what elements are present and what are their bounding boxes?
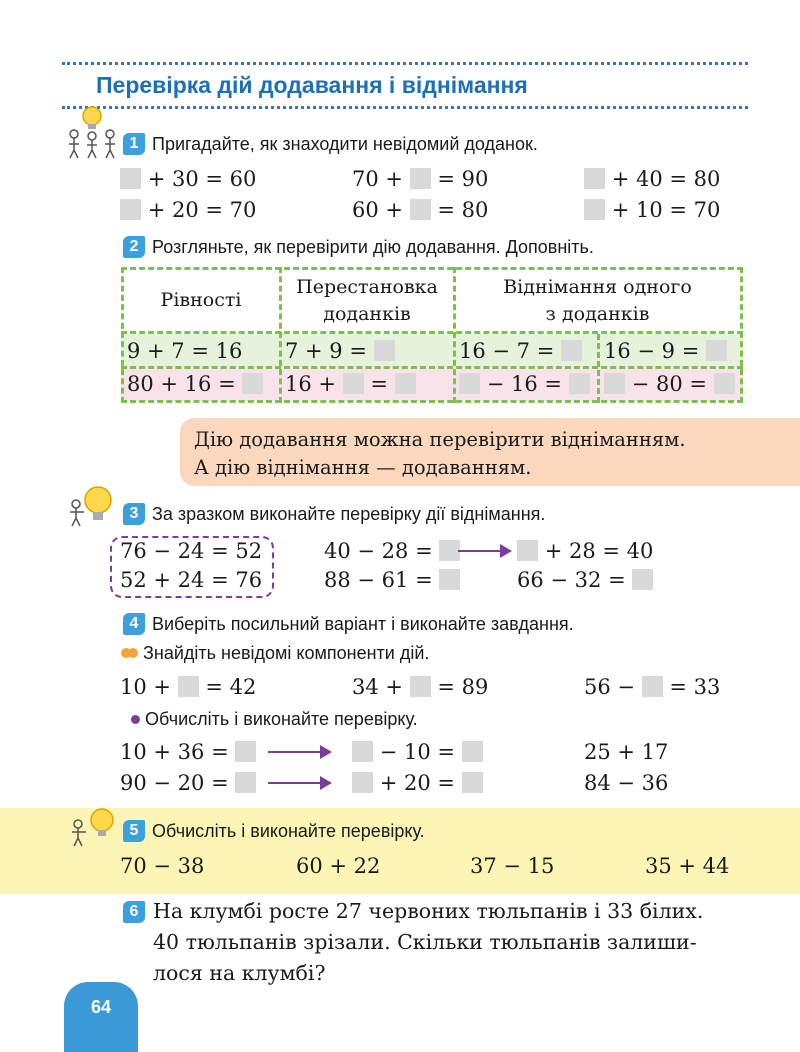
dotted-divider-bottom xyxy=(62,106,748,109)
table-border xyxy=(740,267,743,403)
arrow-icon xyxy=(268,751,330,753)
task-6-line-1: На клумбі росте 27 червоних тюльпанів і 33 білих. xyxy=(153,899,704,923)
t4-eq-2: 34 + = 89 xyxy=(352,675,489,699)
t3-eq-3: 66 − 32 = xyxy=(517,567,653,593)
task-6-line-2: 40 тюльпанів зрізали. Скільки тюльпанів залиши- xyxy=(153,930,697,954)
answer-box[interactable] xyxy=(352,772,373,793)
table-cell: 16 − 7 = xyxy=(459,338,582,364)
t4-eq-6: 25 + 17 xyxy=(584,740,669,764)
arrow-icon xyxy=(268,782,330,784)
t1-eq-4: 60 + = 80 xyxy=(352,198,489,222)
answer-box[interactable] xyxy=(343,373,364,394)
task-4-sub-2: Обчисліть і виконайте перевірку. xyxy=(131,709,418,730)
task-2-text: Розгляньте, як перевірити дію додавання. Доповніть. xyxy=(152,237,594,257)
purple-dot-icon xyxy=(131,715,140,724)
table-header-3: Віднімання одного з доданків xyxy=(503,276,692,325)
t5-expr-3: 37 − 15 xyxy=(470,854,555,878)
t3-eq-1: 40 − 28 = xyxy=(324,538,460,564)
answer-box[interactable] xyxy=(569,373,590,394)
page-title: Перевірка дій додавання і віднімання xyxy=(96,72,528,98)
answer-box[interactable] xyxy=(410,676,431,697)
t4-eq-4: 10 + 36 = xyxy=(120,739,256,765)
t3-eq-2: 88 − 61 = xyxy=(324,567,460,593)
t4-eq-1: 10 + = 42 xyxy=(120,675,257,699)
answer-box[interactable] xyxy=(352,741,373,762)
t1-eq-1: + 30 = 60 xyxy=(120,166,256,192)
task-2-badge: 2 xyxy=(123,236,145,258)
answer-box[interactable] xyxy=(632,569,653,590)
orange-dot-icon xyxy=(128,648,138,658)
t1-eq-6: + 10 = 70 xyxy=(584,197,720,223)
answer-box[interactable] xyxy=(410,168,431,189)
table-header-1: Рівності xyxy=(160,289,242,311)
table-border xyxy=(121,267,743,270)
answer-box[interactable] xyxy=(462,772,483,793)
t3-eq-1b: + 28 = 40 xyxy=(517,538,653,564)
page-number: 64 xyxy=(64,982,138,1052)
group-bulb-icon xyxy=(62,104,122,160)
answer-box[interactable] xyxy=(439,569,460,590)
t4-eq-8: + 20 = xyxy=(352,770,483,796)
answer-box[interactable] xyxy=(395,373,416,394)
bulb-child-icon xyxy=(66,806,122,850)
task-3-text: За зразком виконайте перевірку дії віднімання. xyxy=(152,504,546,524)
table-cell: 16 + = xyxy=(285,371,416,397)
arrow-icon xyxy=(458,550,510,552)
table-border xyxy=(597,334,600,403)
sample-eq-1: 76 − 24 = 52 xyxy=(120,539,263,563)
t4-eq-9: 84 − 36 xyxy=(584,771,669,795)
answer-box[interactable] xyxy=(242,373,263,394)
task-6-line-3: лося на клумбі? xyxy=(153,961,326,985)
task-5-badge: 5 xyxy=(123,820,145,842)
task-4-text: Виберіть посильний варіант і виконайте завдання. xyxy=(152,614,574,634)
table-cell: − 16 = xyxy=(459,371,590,397)
table-border xyxy=(121,267,124,403)
answer-box[interactable] xyxy=(235,772,256,793)
t4-eq-7: 90 − 20 = xyxy=(120,770,256,796)
dotted-divider-top xyxy=(62,62,748,65)
t4-eq-5: − 10 = xyxy=(352,739,483,765)
task-1-badge: 1 xyxy=(123,133,145,155)
table-cell: 80 + 16 = xyxy=(127,371,263,397)
answer-box[interactable] xyxy=(120,168,141,189)
t1-eq-3: 70 + = 90 xyxy=(352,167,489,191)
answer-box[interactable] xyxy=(517,540,538,561)
task-4-badge: 4 xyxy=(123,613,145,635)
task-4-sub-1: Знайдіть невідомі компоненти дій. xyxy=(121,643,429,664)
answer-box[interactable] xyxy=(706,340,727,361)
t1-eq-5: + 40 = 80 xyxy=(584,166,720,192)
rule-line-1: Дію додавання можна перевірити відніманням. xyxy=(194,428,686,451)
answer-box[interactable] xyxy=(410,199,431,220)
rule-line-2: А дію віднімання — додаванням. xyxy=(194,456,532,479)
answer-box[interactable] xyxy=(642,676,663,697)
bulb-person-icon xyxy=(64,484,122,528)
task-1-text: Пригадайте, як знаходити невідомий доданок. xyxy=(152,134,538,154)
t5-expr-1: 70 − 38 xyxy=(120,854,205,878)
answer-box[interactable] xyxy=(584,199,605,220)
answer-box[interactable] xyxy=(459,373,480,394)
sample-eq-2: 52 + 24 = 76 xyxy=(120,568,263,592)
table-cell: 7 + 9 = xyxy=(285,338,395,364)
table-border xyxy=(121,400,743,403)
table-cell: − 80 = xyxy=(604,371,735,397)
t5-expr-4: 35 + 44 xyxy=(645,854,730,878)
table-border xyxy=(121,331,743,334)
task-5-text: Обчисліть і виконайте перевірку. xyxy=(152,821,425,841)
answer-box[interactable] xyxy=(714,373,735,394)
task-6-badge: 6 xyxy=(123,901,145,923)
table-border xyxy=(121,366,743,369)
answer-box[interactable] xyxy=(235,741,256,762)
t5-expr-2: 60 + 22 xyxy=(296,854,381,878)
answer-box[interactable] xyxy=(178,676,199,697)
t4-eq-3: 56 − = 33 xyxy=(584,675,721,699)
answer-box[interactable] xyxy=(374,340,395,361)
table-cell: 16 − 9 = xyxy=(604,338,727,364)
table-cell: 9 + 7 = 16 xyxy=(127,339,243,363)
task-3-badge: 3 xyxy=(123,503,145,525)
answer-box[interactable] xyxy=(604,373,625,394)
t1-eq-2: + 20 = 70 xyxy=(120,197,256,223)
answer-box[interactable] xyxy=(120,199,141,220)
answer-box[interactable] xyxy=(584,168,605,189)
answer-box[interactable] xyxy=(561,340,582,361)
table-header-2: Перестановка доданків xyxy=(296,276,438,325)
answer-box[interactable] xyxy=(462,741,483,762)
